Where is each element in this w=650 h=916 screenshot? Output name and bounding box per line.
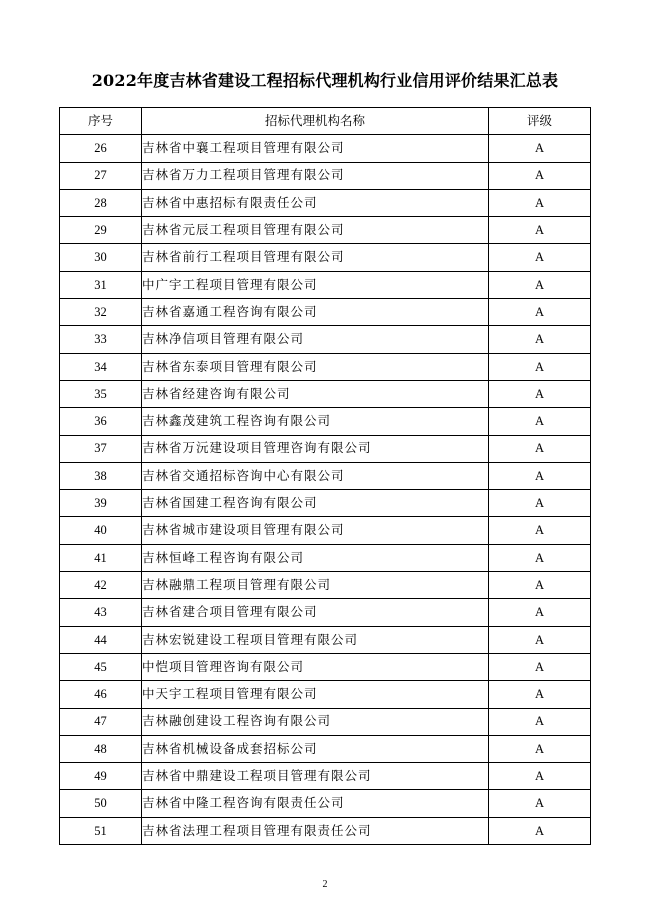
rating-grade: A: [489, 380, 591, 407]
credit-rating-table: [59, 107, 591, 845]
agency-name: 中恺项目管理咨询有限公司: [142, 653, 489, 680]
rating-grade: A: [489, 790, 591, 817]
rating-grade: A: [489, 517, 591, 544]
agency-name: 吉林省前行工程项目管理有限公司: [142, 244, 489, 271]
agency-name: 吉林省嘉通工程咨询有限公司: [142, 299, 489, 326]
table-row: [60, 162, 591, 189]
rating-grade: A: [489, 353, 591, 380]
table-row: [60, 189, 591, 216]
row-number: 30: [60, 244, 142, 271]
row-number: 33: [60, 326, 142, 353]
rating-grade: A: [489, 544, 591, 571]
table-row: [60, 517, 591, 544]
table-row: [60, 599, 591, 626]
row-number: 47: [60, 708, 142, 735]
rating-grade: A: [489, 681, 591, 708]
row-number: 44: [60, 626, 142, 653]
table-row: [60, 135, 591, 162]
rating-grade: A: [489, 817, 591, 844]
agency-name: 吉林恒峰工程咨询有限公司: [142, 544, 489, 571]
rating-grade: A: [489, 490, 591, 517]
agency-name: 吉林省东泰项目管理有限公司: [142, 353, 489, 380]
rating-grade: A: [489, 217, 591, 244]
row-number: 46: [60, 681, 142, 708]
agency-name: 吉林省中隆工程咨询有限责任公司: [142, 790, 489, 817]
row-number: 41: [60, 544, 142, 571]
row-number: 34: [60, 353, 142, 380]
row-number: 31: [60, 271, 142, 298]
agency-name: 吉林净信项目管理有限公司: [142, 326, 489, 353]
table-header-row: [60, 108, 591, 135]
table-row: [60, 735, 591, 762]
rating-grade: A: [489, 763, 591, 790]
table-row: [60, 271, 591, 298]
table-row: [60, 817, 591, 844]
rating-grade: A: [489, 271, 591, 298]
row-number: 28: [60, 189, 142, 216]
rating-grade: A: [489, 299, 591, 326]
agency-name: 吉林省国建工程咨询有限公司: [142, 490, 489, 517]
table-row: [60, 299, 591, 326]
agency-name: 吉林省交通招标咨询中心有限公司: [142, 462, 489, 489]
table-row: [60, 572, 591, 599]
table-row: [60, 353, 591, 380]
table-row: [60, 244, 591, 271]
row-number: 32: [60, 299, 142, 326]
agency-name: 吉林省中鼎建设工程项目管理有限公司: [142, 763, 489, 790]
table-row: [60, 626, 591, 653]
agency-name: 吉林省建合项目管理有限公司: [142, 599, 489, 626]
table-row: [60, 380, 591, 407]
row-number: 51: [60, 817, 142, 844]
header-grade: 评级: [489, 108, 591, 135]
table-row: [60, 490, 591, 517]
agency-name: 吉林融鼎工程项目管理有限公司: [142, 572, 489, 599]
table-row: [60, 435, 591, 462]
table-row: [60, 790, 591, 817]
row-number: 37: [60, 435, 142, 462]
table-body: [60, 135, 591, 845]
row-number: 38: [60, 462, 142, 489]
agency-name: 吉林省经建咨询有限公司: [142, 380, 489, 407]
agency-name: 吉林宏锐建设工程项目管理有限公司: [142, 626, 489, 653]
rating-grade: A: [489, 735, 591, 762]
rating-grade: A: [489, 653, 591, 680]
rating-grade: A: [489, 708, 591, 735]
agency-name: 吉林鑫茂建筑工程咨询有限公司: [142, 408, 489, 435]
table-row: [60, 653, 591, 680]
rating-grade: A: [489, 135, 591, 162]
row-number: 26: [60, 135, 142, 162]
agency-name: 中天宇工程项目管理有限公司: [142, 681, 489, 708]
rating-grade: A: [489, 572, 591, 599]
page-title: 2022年度吉林省建设工程招标代理机构行业信用评价结果汇总表: [91, 71, 559, 90]
agency-name: 吉林省城市建设项目管理有限公司: [142, 517, 489, 544]
row-number: 45: [60, 653, 142, 680]
table-row: [60, 763, 591, 790]
row-number: 36: [60, 408, 142, 435]
rating-grade: A: [489, 626, 591, 653]
row-number: 48: [60, 735, 142, 762]
rating-grade: A: [489, 408, 591, 435]
table-row: [60, 681, 591, 708]
agency-name: 吉林省万沅建设项目管理咨询有限公司: [142, 435, 489, 462]
agency-name: 吉林省万力工程项目管理有限公司: [142, 162, 489, 189]
rating-grade: A: [489, 162, 591, 189]
agency-name: 中广宇工程项目管理有限公司: [142, 271, 489, 298]
table-row: [60, 408, 591, 435]
header-agency-name: 招标代理机构名称: [142, 108, 489, 135]
table-row: [60, 544, 591, 571]
header-number: 序号: [60, 108, 142, 135]
rating-grade: A: [489, 244, 591, 271]
row-number: 39: [60, 490, 142, 517]
agency-name: 吉林省中惠招标有限责任公司: [142, 189, 489, 216]
table-row: [60, 326, 591, 353]
agency-name: 吉林省中襄工程项目管理有限公司: [142, 135, 489, 162]
row-number: 40: [60, 517, 142, 544]
row-number: 42: [60, 572, 142, 599]
table-row: [60, 217, 591, 244]
agency-name: 吉林融创建设工程咨询有限公司: [142, 708, 489, 735]
agency-name: 吉林省机械设备成套招标公司: [142, 735, 489, 762]
row-number: 50: [60, 790, 142, 817]
row-number: 29: [60, 217, 142, 244]
row-number: 49: [60, 763, 142, 790]
page-number: 2: [322, 879, 328, 890]
table-row: [60, 708, 591, 735]
agency-name: 吉林省元辰工程项目管理有限公司: [142, 217, 489, 244]
row-number: 43: [60, 599, 142, 626]
rating-grade: A: [489, 599, 591, 626]
table-row: [60, 462, 591, 489]
row-number: 35: [60, 380, 142, 407]
agency-name: 吉林省法理工程项目管理有限责任公司: [142, 817, 489, 844]
rating-grade: A: [489, 435, 591, 462]
row-number: 27: [60, 162, 142, 189]
rating-grade: A: [489, 462, 591, 489]
rating-grade: A: [489, 326, 591, 353]
rating-grade: A: [489, 189, 591, 216]
